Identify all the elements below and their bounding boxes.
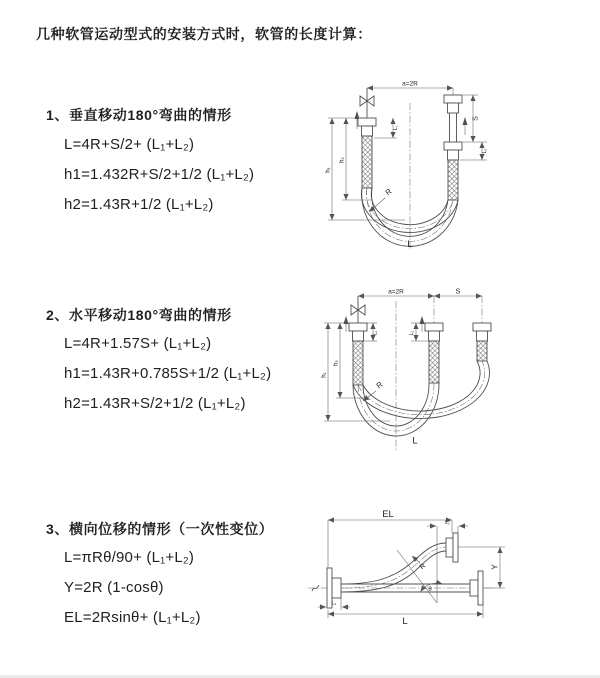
section-3-formula-Y: Y=2R (1-cosθ) bbox=[64, 579, 164, 596]
dimension-lines bbox=[325, 88, 487, 220]
movement-arrow-icon bbox=[344, 316, 349, 324]
diagram-vertical-movement-180-bend bbox=[310, 75, 600, 255]
dim-label-h2: h₂ bbox=[333, 360, 340, 366]
braided-hose-section bbox=[477, 341, 487, 361]
dim-label-l2: L₂ bbox=[482, 148, 488, 154]
braided-hose-section bbox=[448, 160, 458, 200]
dimension-lines bbox=[318, 520, 505, 618]
diagram-horizontal-movement-180-bend bbox=[310, 283, 600, 458]
section-1-formula-h2: h2=1.43R+1/2 (L₁+L₂) bbox=[64, 196, 214, 213]
movement-arrow-icon bbox=[420, 316, 425, 324]
length-label: L bbox=[407, 239, 413, 250]
section-2-formula-h1: h1=1.43R+0.785S+1/2 (L₁+L₂) bbox=[64, 365, 272, 382]
section-1-formula-h1: h1=1.432R+S/2+1/2 (L₁+L₂) bbox=[64, 166, 255, 183]
section-3-formula-EL: EL=2Rsinθ+ (L₁+L₂) bbox=[64, 609, 201, 626]
dim-label-a2r: a=2R bbox=[388, 288, 404, 296]
diagram-lateral-displacement bbox=[300, 500, 600, 655]
valve-icon bbox=[360, 88, 374, 118]
length-label: L bbox=[402, 616, 408, 627]
page-title: 几种软管运动型式的安装方式时，软管的长度计算： bbox=[36, 26, 372, 42]
dim-label-s: S bbox=[455, 288, 461, 296]
section-2-heading: 2、水平移动180°弯曲的情形 bbox=[46, 307, 232, 323]
braided-hose-section bbox=[429, 341, 439, 383]
dim-label-a2r: a=2R bbox=[402, 80, 418, 88]
section-1-heading: 1、垂直移动180°弯曲的情形 bbox=[46, 107, 232, 123]
radius-label: R bbox=[418, 562, 428, 572]
dim-label-el: EL bbox=[382, 509, 394, 520]
section-1-formula-L: L=4R+S/2+ (L₁+L₂) bbox=[64, 136, 195, 153]
dim-label-y: Y bbox=[490, 564, 500, 570]
radius-label: R bbox=[374, 379, 385, 391]
braided-hose-section bbox=[362, 136, 372, 188]
dim-label-l2: L₂ bbox=[445, 520, 450, 526]
movement-arrow-up-icon bbox=[463, 117, 468, 125]
dim-label-l1: L₁ bbox=[331, 600, 337, 607]
dim-label-h2: h₂ bbox=[339, 157, 346, 163]
hose-curves bbox=[353, 361, 489, 436]
dim-label-s: S bbox=[472, 116, 480, 121]
radius-label: R bbox=[383, 186, 394, 198]
section-3-heading: 3、横向位移的情形（一次性变位） bbox=[46, 521, 274, 537]
dim-label-l1: L₁ bbox=[393, 125, 399, 131]
angle-label: θ bbox=[428, 587, 432, 593]
dim-label-l2: L₂ bbox=[409, 330, 415, 336]
section-2-formula-L: L=4R+1.57S+ (L₁+L₂) bbox=[64, 335, 212, 352]
hose-curves bbox=[361, 188, 458, 246]
length-label: L bbox=[412, 435, 418, 447]
pipe-fittings bbox=[327, 533, 483, 608]
dim-label-h1: h₁ bbox=[325, 167, 332, 173]
section-2-formula-h2: h2=1.43R+S/2+1/2 (L₁+L₂) bbox=[64, 395, 246, 412]
dim-label-h1: h₁ bbox=[321, 372, 328, 378]
dim-label-l1: L₁ bbox=[372, 330, 379, 336]
valve-icon bbox=[351, 296, 365, 323]
section-3-formula-L: L=πRθ/90+ (L₁+L₂) bbox=[64, 549, 195, 566]
pipe-fittings bbox=[349, 323, 491, 385]
braided-hose-section bbox=[353, 341, 363, 385]
